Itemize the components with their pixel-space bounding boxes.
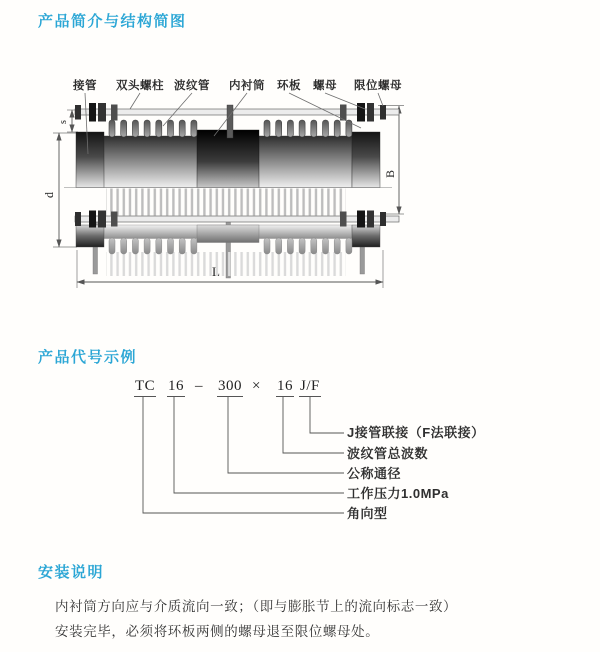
callout-working-pressure: 工作压力1.0MPa (347, 486, 449, 501)
part-label-bellows: 波纹管 (174, 80, 210, 92)
dim-label-d: d (42, 192, 56, 198)
part-label-limit-nut: 限位螺母 (354, 80, 402, 92)
dim-label-s: s (58, 120, 69, 124)
joint-lower-half (76, 222, 380, 278)
callout-nominal-diameter: 公称通径 (347, 466, 402, 481)
code-separator-dash: – (195, 378, 203, 394)
nut-left-a-lower (89, 211, 96, 228)
tie-rod-upper-shaft (75, 109, 399, 115)
part-label-double-end-stud: 双头螺柱 (116, 80, 164, 92)
part-label-inner-liner: 内衬筒 (229, 80, 265, 92)
nut-right-a-lower (357, 211, 365, 228)
code-part-type: TC (134, 378, 156, 397)
bellows-interior-stripes-upper (106, 189, 346, 216)
inner-liner-band (197, 130, 259, 188)
nut-right-a-upper (357, 103, 365, 122)
section-heading-intro: 产品简介与结构简图 (38, 13, 187, 30)
install-line-1: 内衬筒方向应与介质流向一致；（即与膨胀节上的流向标志一致） (55, 599, 458, 614)
code-part-diameter: 300 (217, 378, 243, 397)
limit-nut-left-upper (75, 105, 81, 120)
stud-left-lower (111, 212, 118, 227)
part-label-ring-plate: 环板 (277, 80, 301, 92)
right-pipe-end-lower (352, 225, 380, 247)
callout-connection-type: J接管联接（F法联接） (347, 425, 485, 440)
code-separator-times: × (252, 378, 261, 394)
install-line-2: 安装完毕，必须将环板两侧的螺母退至限位螺母处。 (55, 624, 380, 639)
expansion-joint-structure-diagram (40, 62, 480, 307)
bellows-interior-stripes-lower (106, 252, 346, 276)
code-callout-lines (130, 394, 360, 524)
section-heading-install: 安装说明 (38, 564, 105, 581)
code-part-connection: J/F (299, 378, 321, 397)
code-part-pressure: 16 (167, 378, 185, 397)
center-stud-upper (227, 105, 233, 138)
part-labels (72, 78, 402, 92)
left-pipe-end-lower (76, 225, 104, 247)
nut-left-b-lower (98, 211, 106, 228)
install-instructions (55, 594, 535, 644)
callout-total-waves: 波纹管总波数 (347, 446, 429, 461)
part-label-pipe-end: 接管 (73, 80, 97, 92)
callout-angular-type: 角向型 (347, 506, 388, 521)
section-heading-code: 产品代号示例 (38, 349, 138, 366)
inner-liner-band-lower (197, 225, 259, 243)
nut-left-a-upper (89, 103, 96, 122)
stud-left-upper (111, 105, 118, 121)
nut-left-b-upper (98, 103, 106, 122)
tie-rod-lower-shaft (75, 216, 399, 222)
stud-right-lower (340, 212, 347, 227)
right-pipe-end (352, 132, 380, 188)
dimension-d (42, 133, 77, 247)
nut-right-b-upper (367, 103, 374, 122)
nut-right-b-lower (367, 211, 374, 228)
limit-nut-right-lower (380, 212, 386, 226)
part-label-nut: 螺母 (313, 80, 337, 92)
dim-label-B: B (383, 169, 397, 179)
left-pipe-end (76, 132, 104, 188)
dimension-B (378, 106, 404, 215)
limit-nut-left-lower (75, 212, 81, 226)
limit-nut-right-upper (380, 105, 386, 120)
code-part-waves: 16 (276, 378, 294, 397)
